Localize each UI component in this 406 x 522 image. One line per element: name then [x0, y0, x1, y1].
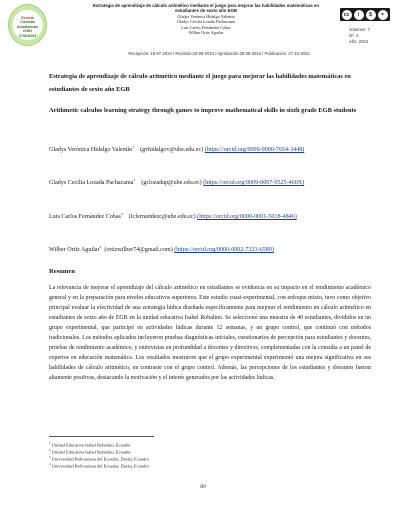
- footnote-text: Universidad Bolivariana del Ecuador, Durán, Ecuador: [51, 463, 150, 469]
- cc-icon: cc: [342, 10, 352, 20]
- logo-line: Revista: [21, 16, 34, 20]
- author-orcid-link[interactable]: (https://orcid.org/0000-0002-7323-6589): [174, 247, 274, 254]
- title-spanish: Estrategia de aprendizaje de cálculo aritmético mediante el juego para mejorar las habilidades matemáticas en estudiantes de sexto año EGB: [49, 73, 351, 93]
- volume-info: [349, 27, 370, 44]
- volume-number: Volumen: 7: [349, 27, 370, 32]
- publication-year: Año: 2024: [349, 38, 369, 44]
- author-orcid-link[interactable]: (https://orcid.org/0000-0001-5018-4846): [197, 214, 297, 221]
- author-entry: [49, 173, 369, 190]
- abstract-heading: Resumen: [49, 268, 76, 275]
- author-name: Gladys Cecilia Lozada Pachacama: [49, 180, 134, 187]
- page-number: 89: [200, 484, 206, 490]
- author-mark: 4: [99, 245, 102, 249]
- author-mark: 1: [132, 145, 134, 149]
- author-entry: [49, 140, 369, 157]
- logo-line: Ciencias: [20, 20, 35, 25]
- running-header-title: Estrategia de aprendizaje de cálculo aritmético mediante el juego para mejorar las habilidades matemáticas en estudiantes de sexto año EGB: [93, 3, 319, 13]
- attribution-icon: i: [354, 10, 364, 20]
- author-email[interactable]: (ortizwilber74@gmail.com): [104, 247, 173, 254]
- author-mark: 3: [120, 212, 123, 216]
- footnote-text: Universidad Bolivariana del Ecuador, Durán, Ecuador: [51, 456, 150, 462]
- author-mark: 2: [133, 178, 136, 182]
- author-entry: [49, 240, 369, 257]
- publication-dates: Recepción: 15-07-2024 / Revisión:20-09-2024 / Aprobación:30-09-2024 / Publicación: 27-10-2024: [128, 51, 310, 56]
- logo-line: 2738-8204: [18, 33, 37, 38]
- running-header-author: Luis Carlos Fernández Cobas: [181, 24, 231, 30]
- author-entry: [49, 207, 369, 224]
- footnote: [49, 461, 369, 470]
- noncommercial-icon: $: [366, 10, 376, 20]
- noderivatives-icon: =: [378, 10, 388, 20]
- running-header-author: Gladys Cecilia Lozada Pachacama: [176, 19, 236, 25]
- author-orcid-link[interactable]: (https://orcid.org/0009-0000-7654-3448): [204, 147, 305, 154]
- author-name: Luis Carlos Fernández Cobas: [49, 214, 121, 221]
- journal-logo: [8, 4, 47, 46]
- footnote-mark: 2: [49, 448, 51, 452]
- logo-line: ISSN: [23, 29, 32, 34]
- logo-line: Académicas: [17, 24, 38, 29]
- issue-number: Nº. 4: [349, 32, 359, 38]
- footnote-mark: 1: [49, 441, 51, 445]
- author-orcid-link[interactable]: (https://orcid.org/0009-0007-9525-460X): [203, 180, 305, 187]
- footnote-mark: 3: [49, 455, 51, 459]
- footnote-text: Unidad Educativa Isabel Robalino, Ecuador: [51, 442, 131, 448]
- author-email[interactable]: (gclozadap@ube.edu.ec): [141, 180, 202, 187]
- title-english: Arithmetic calculus learning strategy through games to improve mathematical skills in sixth grade EGB students: [49, 107, 357, 114]
- creative-commons-badge[interactable]: [340, 8, 390, 21]
- abstract-text: La relevancia de mejorar el aprendizaje del cálculo aritmético en estudiantes se evidencia en su impacto en el rendimiento académico general y en la preparación para niveles educativos superiores. Este estudio cuasi-experimental, con enfoque mixto, tuvo como objetivo principal evaluar la efectividad de una estrategia lúdica diseñada específicamente para mejorar el rendimiento en cálculo aritmético en estudiantes de sexto año de EGB en la unidad educativa Isabel Robalino. Se seleccionó una muestra de 40 estudiantes, divididos en un grupo experimental, que participó en actividades lúdicas durante 12 semanas, y un grupo control, que continuó con métodos tradicionales. Los métodos aplicados incluyeron pruebas diagnósticas iniciales, cuestionarios de percepción para estudiantes y docentes, pruebas de rendimiento académico, y entrevistas en profundidad a docentes y directivos, complementadas con la consulta a un panel de expertos en educación matemática. Los resultados mostraron que el grupo experimental experimentó una mejora significativa en sus habilidades de cálculo aritmético, en contraste con el grupo control. Además, las percepciones de los estudiantes y docentes fueron altamente positivas, destacando la motivación y el interés generados por las actividades lúdicas,: [49, 285, 371, 381]
- author-name: Wilber Ortiz Aguilar: [49, 247, 100, 254]
- running-header-authors: [92, 14, 320, 36]
- author-name: Gladys Verónica Hidalgo Valentín: [49, 147, 133, 154]
- running-header-author: Gladys Verónica Hidalgo Valentín: [177, 14, 235, 19]
- footnote-mark: 4: [49, 462, 51, 466]
- author-email[interactable]: (lcfernandezc@ube.edu.ec): [128, 214, 196, 221]
- author-email[interactable]: (gvhidalgov@ube.edu.ec): [140, 147, 204, 154]
- footnote-divider: [49, 436, 154, 437]
- footnote-text: Unidad Educativa Isabel Robalino, Ecuador: [51, 449, 131, 455]
- running-header-author: Wilber Ortiz Aguilar: [188, 30, 224, 36]
